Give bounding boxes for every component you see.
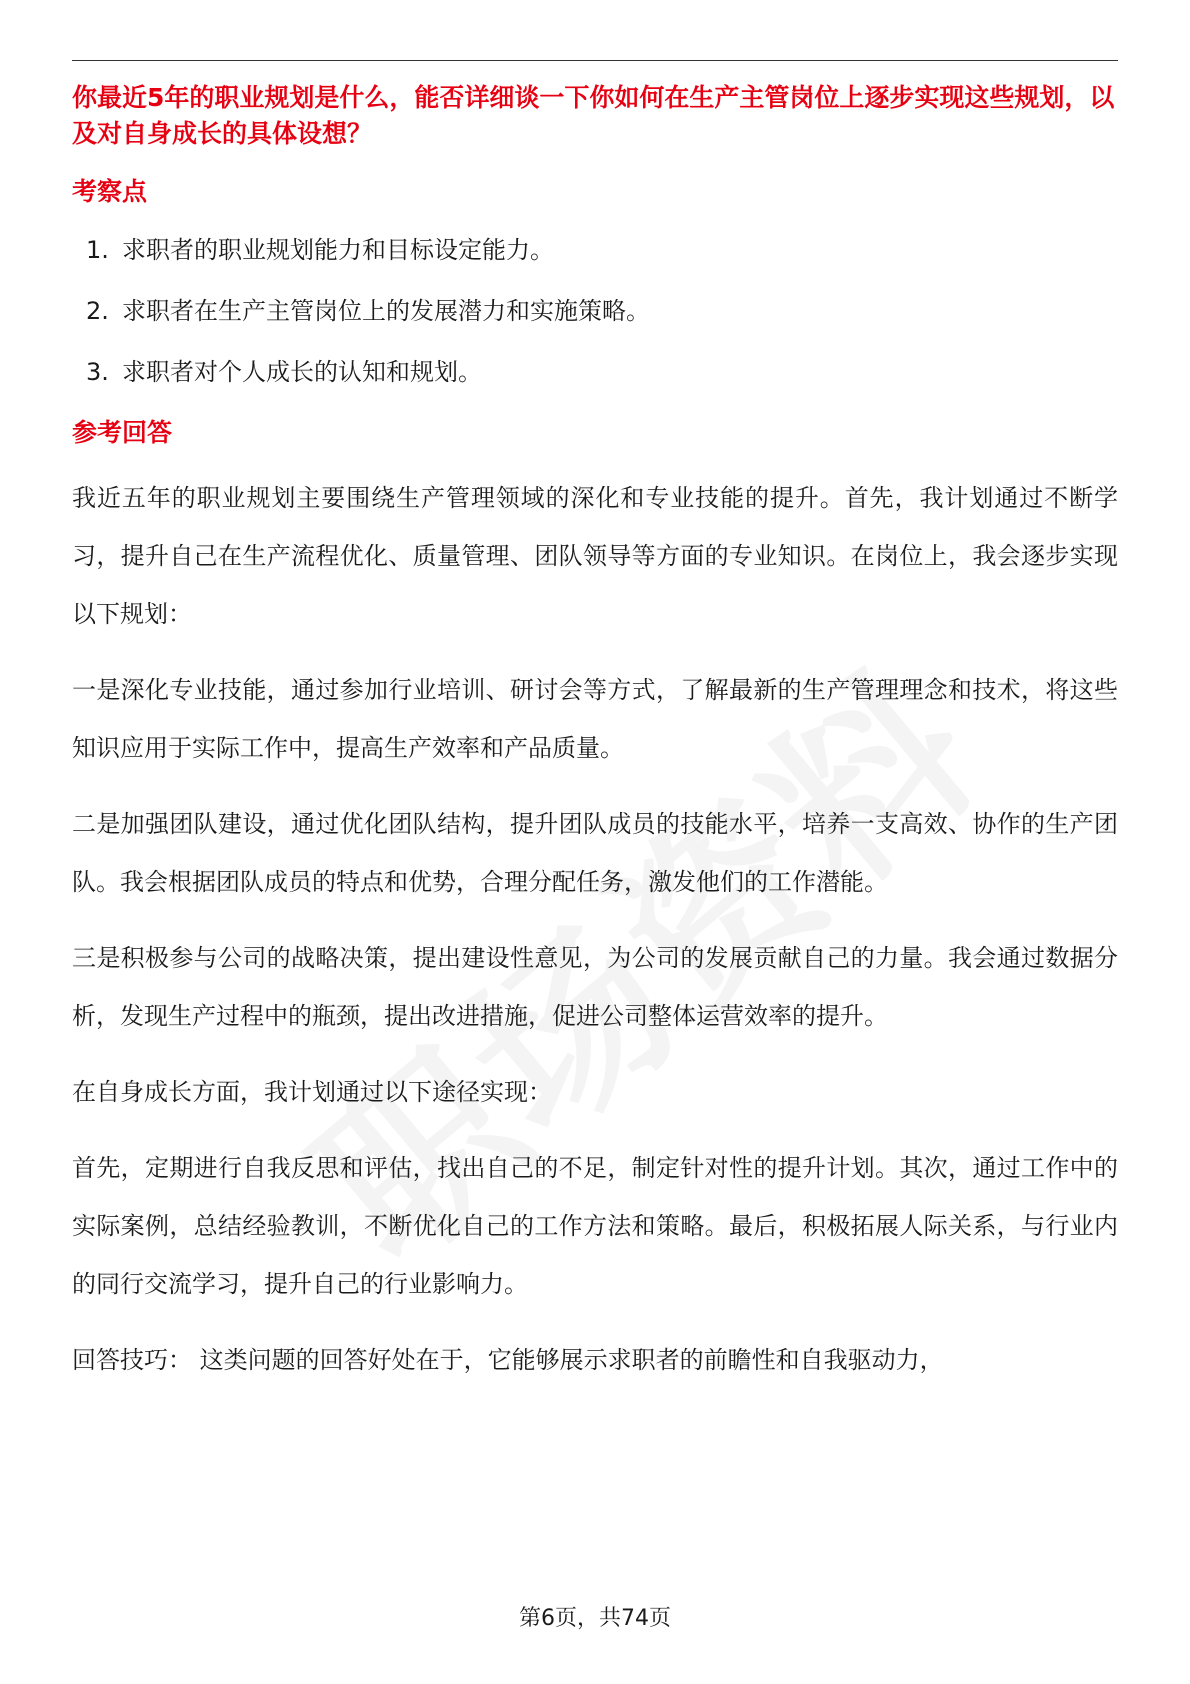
answer-paragraph: 在自身成长方面，我计划通过以下途径实现： [72, 1078, 552, 1106]
answer-paragraph: 我近五年的职业规划主要围绕生产管理领域的深化和专业技能的提升。首先，我计划通过不断学习，提升自己在生产流程优化、质量管理、团队领导等方面的专业知识。在岗位上，我会逐步实现以下规划： [72, 484, 1118, 628]
list-item [72, 232, 1118, 268]
list-text: 求职者的职业规划能力和目标设定能力。 [122, 236, 554, 264]
list-number: 1. [86, 236, 109, 264]
assessment-list [72, 232, 1118, 390]
answer-paragraph: 一是深化专业技能，通过参加行业培训、研讨会等方式，了解最新的生产管理理念和技术，将这些知识应用于实际工作中，提高生产效率和产品质量。 [72, 676, 1118, 762]
assessment-heading: 考察点 [72, 177, 148, 206]
list-item [72, 354, 1118, 390]
answer-paragraph: 三是积极参与公司的战略决策，提出建设性意见，为公司的发展贡献自己的力量。我会通过数据分析，发现生产过程中的瓶颈，提出改进措施，促进公司整体运营效率的提升。 [72, 944, 1118, 1030]
answer-tip-paragraph: 回答技巧： 这类问题的回答好处在于，它能够展示求职者的前瞻性和自我驱动力， [72, 1346, 944, 1374]
list-text: 求职者对个人成长的认知和规划。 [122, 358, 482, 386]
list-text: 求职者在生产主管岗位上的发展潜力和实施策略。 [122, 297, 650, 325]
page-footer: 第6页，共74页 [519, 1606, 671, 1631]
answer-paragraph: 首先，定期进行自我反思和评估，找出自己的不足，制定针对性的提升计划。其次，通过工作中的实际案例，总结经验教训，不断优化自己的工作方法和策略。最后，积极拓展人际关系，与行业内的同行交流学习，提升自己的行业影响力。 [72, 1154, 1118, 1298]
answer-paragraph: 二是加强团队建设，通过优化团队结构，提升团队成员的技能水平，培养一支高效、协作的生产团队。我会根据团队成员的特点和优势，合理分配任务，激发他们的工作潜能。 [72, 810, 1118, 896]
question-title: 你最近5年的职业规划是什么，能否详细谈一下你如何在生产主管岗位上逐步实现这些规划，以及对自身成长的具体设想？ [72, 83, 1115, 148]
list-number: 2. [86, 297, 109, 325]
document-body [72, 80, 1118, 1389]
list-item [72, 293, 1118, 329]
header-divider [72, 60, 1118, 61]
answer-heading: 参考回答 [72, 418, 173, 447]
list-number: 3. [86, 358, 109, 386]
